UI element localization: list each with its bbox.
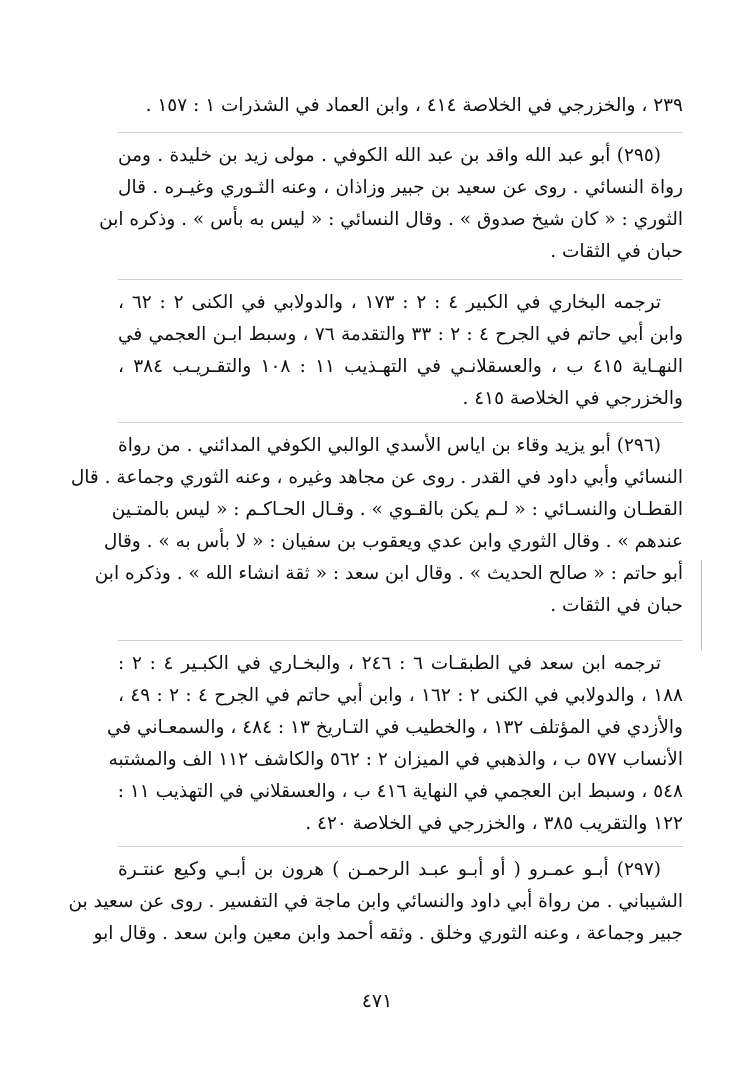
text-line: وابن أبي حاتم في الجرح ٤ : ٢ : ٣٣ والتقدمة ٧٦ ، وسبط ابـن العجمي في: [118, 324, 684, 345]
text-line: أبو حاتم : « صالح الحديث » . وقال ابن سعد : « ثقة انشاء الله » . وذكره ابن: [94, 563, 683, 584]
text-line: الشيباني . من رواة أبي داود والنسائي وابن ماجة في التفسير . روى عن سعيد بن: [68, 891, 683, 912]
text-line: النهـاية ٤١٥ ب ، والعسقلانـي في التهـذيب ١١ : ١٠٨ والتقـريـب ٣٨٤ ،: [118, 356, 683, 377]
page-number: ٤٧١: [361, 990, 393, 1012]
text-line: الثوري : « كان شيخ صدوق » . وقال النسائي : « ليس به بأس » . وذكره ابن: [99, 209, 683, 230]
text-line: ٢٣٩ ، والخزرجي في الخلاصة ٤١٤ ، وابن العماد في الشذرات ١ : ١٥٧ .: [145, 95, 683, 116]
text-line: (٢٩٦) أبو يزيد وقاء بن اياس الأسدي الوالبي الكوفي المدائني . من رواة: [118, 435, 661, 456]
divider: [118, 279, 683, 280]
text-line: والأزدي في المؤتلف ١٣٢ ، والخطيب في التـاريخ ١٣ : ٤٨٤ ، والسمعـاني في: [106, 717, 683, 738]
entry-295: [99, 140, 683, 268]
text-line: حبان في الثقات .: [550, 241, 683, 262]
entry-297: [68, 854, 683, 950]
text-line: حبان في الثقات .: [550, 595, 683, 616]
text-line: ترجمه البخاري في الكبير ٤ : ٢ : ١٧٣ ، والدولابي في الكنى ٢ : ٦٢ ،: [118, 292, 661, 313]
text-line: ترجمه ابن سعد في الطبقـات ٦ : ٢٤٦ ، والبخـاري في الكبـير ٤ : ٢ :: [118, 653, 661, 674]
divider: [118, 640, 683, 641]
divider: [118, 422, 683, 423]
scan-edge-mark: [701, 560, 702, 650]
paragraph-239-continuation: [118, 90, 683, 122]
text-line: (٢٩٧) أبـو عمـرو ( أو أبـو عبـد الرحمـن ) هرون بن أبـي وكيع عنتـرة: [118, 859, 661, 880]
divider: [118, 132, 683, 133]
text-line: الأنساب ٥٧٧ ب ، والذهبي في الميزان ٢ : ٥٦٢ والكاشف ١١٢ الف والمشتبه: [108, 749, 683, 770]
text-line: القطـان والنسـائي : « لـم يكن بالقـوي » . وقـال الحـاكـم : « ليس بالمتـين: [111, 499, 683, 520]
text-line: ١٨٨ ، والدولابي في الكنى ٢ : ١٦٢ ، وابن أبي حاتم في الجرح ٤ : ٢ : ٤٩ ،: [118, 685, 683, 706]
text-line: (٢٩٥) أبو عبد الله واقد بن عبد الله الكوفي . مولى زيد بن خليدة . ومن: [118, 145, 661, 166]
text-line: رواة النسائي . روى عن سعيد بن جبير وزاذان ، وعنه الثـوري وغيـره . قال: [118, 177, 683, 198]
text-line: والخزرجي في الخلاصة ٤١٥ .: [462, 388, 683, 409]
text-line: النسائي وأبي داود في القدر . روى عن مجاهد وغيره ، وعنه الثوري وجماعة . قال: [70, 467, 683, 488]
text-line: ١٢٢ والتقريب ٣٨٥ ، والخزرجي في الخلاصة ٤٢٠ .: [305, 813, 683, 834]
references-295: [118, 287, 683, 415]
divider: [118, 846, 683, 847]
references-296: [106, 648, 683, 840]
text-line: عندهم » . وقال الثوري وابن عدي ويعقوب بن سفيان : « لا بأس به » . وقال: [103, 531, 683, 552]
text-line: ٥٤٨ ، وسبط ابن العجمي في النهاية ٤١٦ ب ، والعسقلاني في التهذيب ١١ :: [117, 781, 683, 802]
entry-296: [70, 430, 683, 622]
text-line: جبير وجماعة ، وعنه الثوري وخلق . وثقه أحمد وابن معين وابن سعد . وقال ابو: [93, 923, 683, 944]
